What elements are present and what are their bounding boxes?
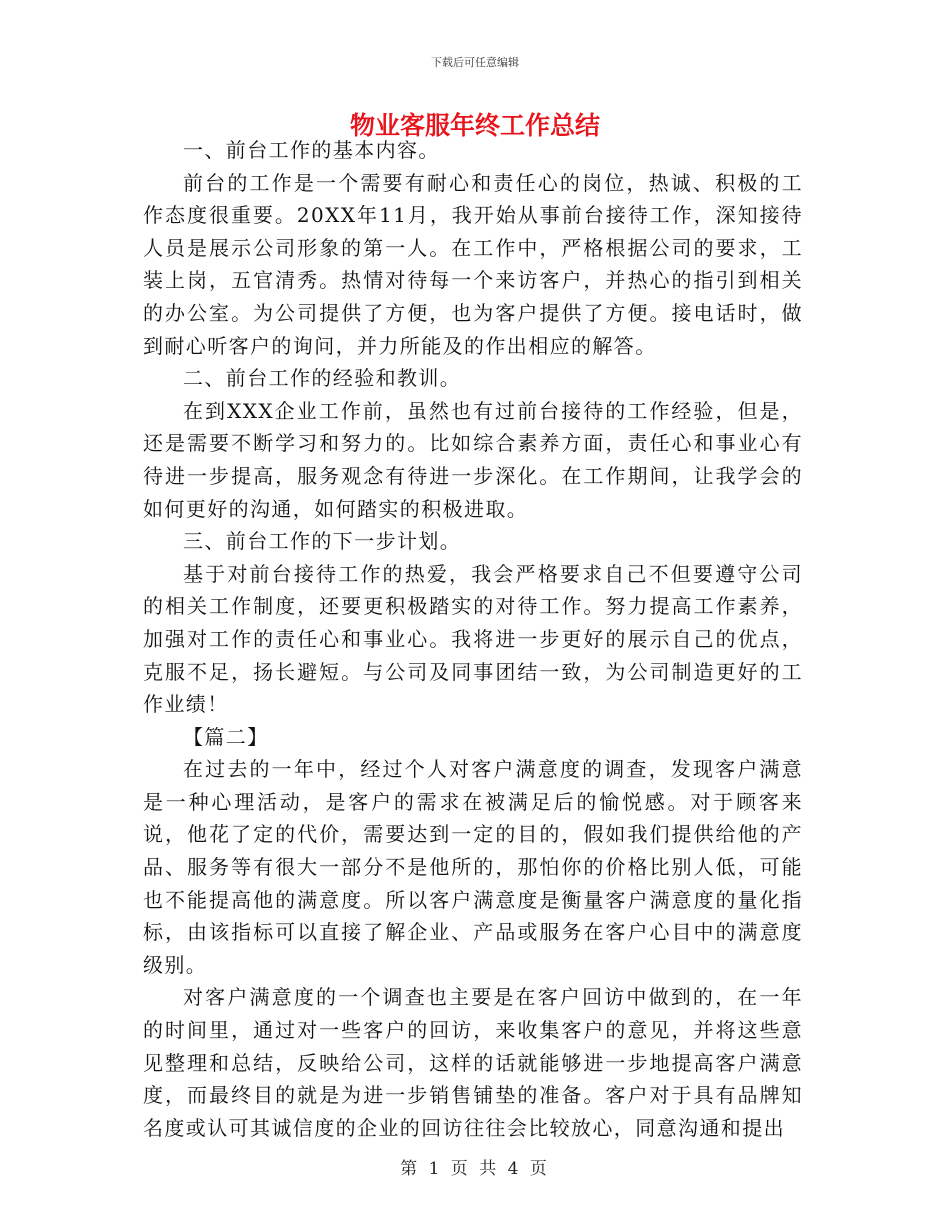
section-heading: 三、前台工作的下一步计划。 xyxy=(183,529,462,554)
document-body xyxy=(143,134,803,1144)
document-title: 物业客服年终工作总结 xyxy=(349,111,600,140)
part-heading: 【篇二】 xyxy=(183,724,269,749)
header-note: 下载后可任意编辑 xyxy=(431,56,519,69)
body-paragraph: 在过去的一年中，经过个人对客户满意度的调查，发现客户满意是一种心理活动，是客户的需求在被满足后的愉悦感。对于顾客来说，他花了定的代价，需要达到一定的目的，假如我们提供给他的产品、服务等有很大一部分不是他所的，那怕你的价格比别人低，可能也不能提高他的满意度。所以客户满意度是衡量客户满意度的量化指标，由该指标可以直接了解企业、产品或服务在客户心目中的满意度级别。 xyxy=(143,757,803,977)
section-heading: 一、前台工作的基本内容。 xyxy=(183,138,440,162)
section-heading: 二、前台工作的经验和教训。 xyxy=(183,366,462,391)
page-number: 第 1 页 共 4 页 xyxy=(400,1159,550,1179)
body-paragraph: 前台的工作是一个需要有耐心和责任心的岗位，热诚、积极的工作态度很重要。20XX年11月，我开始从事前台接待工作，深知接待人员是展示公司形象的第一人。在工作中，严格根据公司的要求，工装上岗，五官清秀。热情对待每一个来访客户，并热心的指引到相关的办公室。为公司提供了方便，也为客户提供了方便。接电话时，做到耐心听客户的询问，并力所能及的作出相应的解答。 xyxy=(143,170,803,358)
body-paragraph: 基于对前台接待工作的热爱，我会严格要求自己不但要遵守公司的相关工作制度，还要更积极踏实的对待工作。努力提高工作素养，加强对工作的责任心和事业心。我将进一步更好的展示自己的优点，克服不足，扬长避短。与公司及同事团结一致，为公司制造更好的工作业绩！ xyxy=(143,561,803,717)
body-paragraph: 在到XXX企业工作前，虽然也有过前台接待的工作经验，但是，还是需要不断学习和努力的。比如综合素养方面，责任心和事业心有待进一步提高，服务观念有待进一步深化。在工作期间，让我学会的如何更好的沟通，如何踏实的积极进取。 xyxy=(143,398,803,521)
body-paragraph: 对客户满意度的一个调查也主要是在客户回访中做到的，在一年的时间里，通过对一些客户的回访，来收集客户的意见，并将这些意见整理和总结，反映给公司，这样的话就能够进一步地提高客户满意度，而最终目的就是为进一步销售铺垫的准备。客户对于具有品牌知名度或认可其诚信度的企业的回访往往会比较放心，同意沟通和提出 xyxy=(143,985,803,1140)
